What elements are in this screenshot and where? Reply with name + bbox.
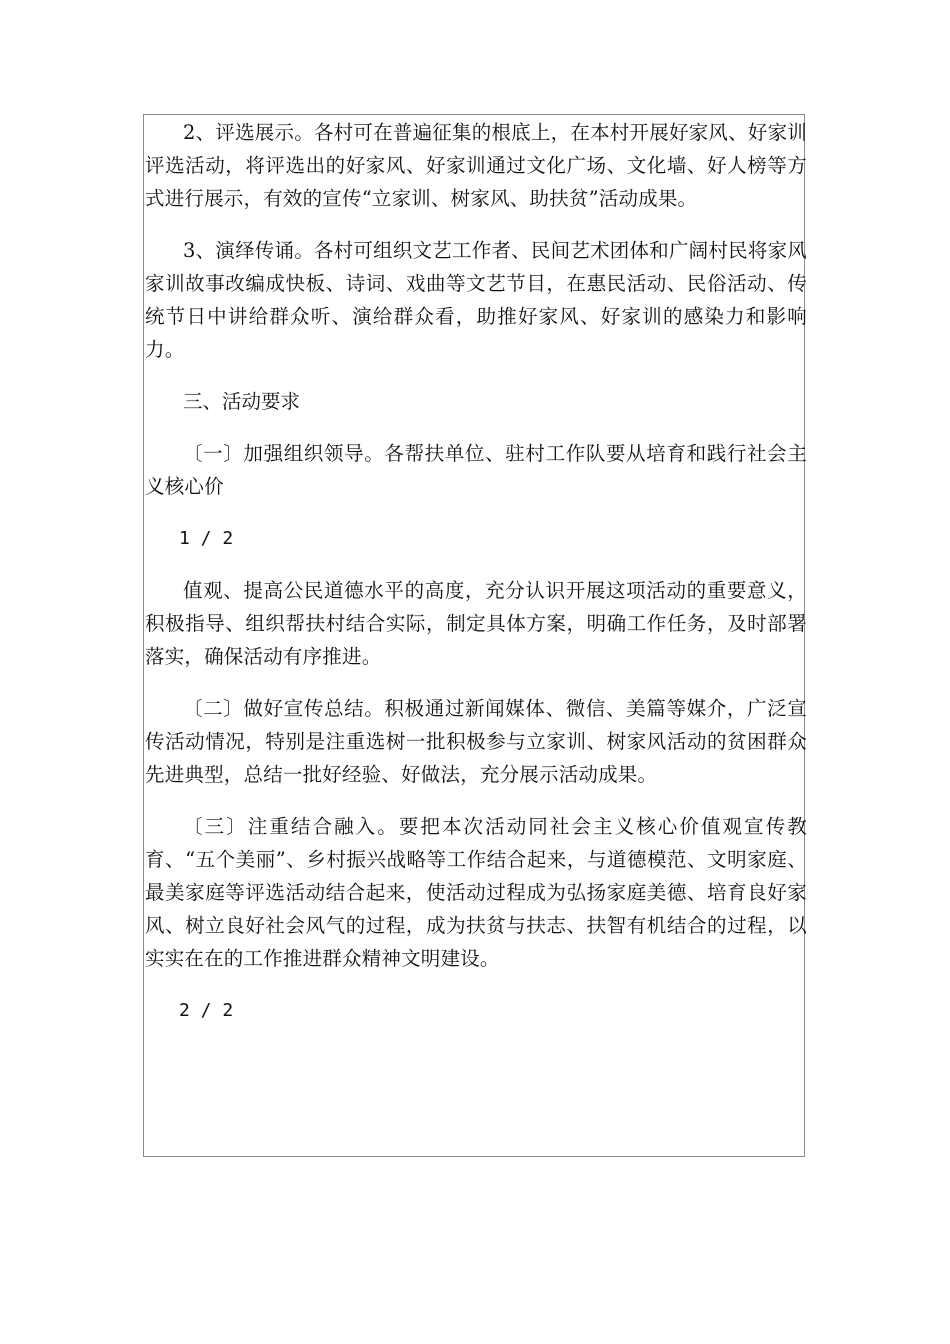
paragraph-organization-leadership: 〔一〕加强组织领导。各帮扶单位、驻村工作队要从培育和践行社会主义核心价: [145, 442, 807, 498]
paragraph-performance: 3、演绎传诵。各村可组织文艺工作者、民间艺术团体和广阔村民将家风家训故事改编成快板、诗词、戏曲等文艺节目，在惠民活动、民俗活动、传统节日中讲给群众听、演给群众看，助推好家风、好家训的感染力和影响力。: [145, 239, 807, 361]
paragraph-publicity-summary: 〔二〕做好宣传总结。积极通过新闻媒体、微信、美篇等媒介，广泛宣传活动情况，特别是注重选树一批积极参与立家训、树家风活动的贫困群众先进典型，总结一批好经验、好做法，充分展示活动成果。: [145, 697, 807, 786]
paragraph-continuation: 值观、提高公民道德水平的高度，充分认识开展这项活动的重要意义，积极指导、组织帮扶村结合实际，制定具体方案，明确工作任务，及时部署落实，确保活动有序推进。: [145, 579, 807, 668]
paragraph-selection-display: 2、评选展示。各村可在普遍征集的根底上，在本村开展好家风、好家训评选活动，将评选出的好家风、好家训通过文化广场、文化墙、好人榜等方式进行展示，有效的宣传“立家训、树家风、助扶贫”活动成果。: [145, 121, 807, 210]
section-heading-requirements: 三、活动要求: [183, 390, 301, 413]
page-number-2: 2 / 2: [179, 1000, 234, 1021]
page-number-1: 1 / 2: [179, 528, 234, 549]
paragraph-integration: 〔三〕注重结合融入。要把本次活动同社会主义核心价值观宣传教育、“五个美丽”、乡村振兴战略等工作结合起来，与道德模范、文明家庭、最美家庭等评选活动结合起来，使活动过程成为弘扬家庭美德、培育良好家风、树立良好社会风气的过程，成为扶贫与扶志、扶智有机结合的过程，以实实在在的工作推进群众精神文明建设。: [145, 815, 807, 970]
document-body: [145, 116, 807, 1046]
